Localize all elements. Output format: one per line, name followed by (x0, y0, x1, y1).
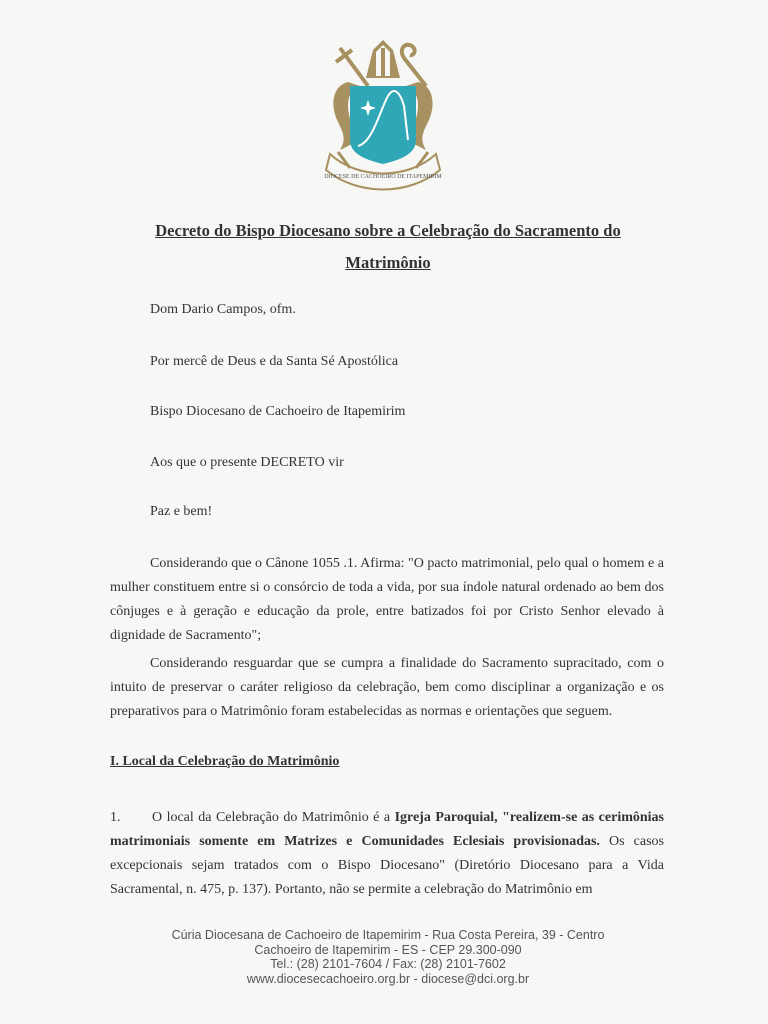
greeting-line: Paz e bem! (150, 504, 213, 519)
title-line-2: Matrimônio (345, 253, 431, 272)
bishop-name: Dom Dario Campos, ofm. (150, 302, 296, 317)
grace-line: Por mercê de Deus e da Santa Sé Apostólica (150, 354, 399, 369)
footer-address: Cúria Diocesana de Cachoeiro de Itapemirim - Rua Costa Pereira, 39 - Centro (171, 928, 605, 942)
item-1-number: 1. (110, 810, 121, 825)
item-1-bold-b: "realizem-se as cerimônias matrimoniais somente em Matrizes e Comunidades Eclesiais provisionadas. (110, 810, 664, 849)
footer (110, 928, 666, 986)
crest-seal-text: DIOCESE DE CACHOEIRO DE ITAPEMIRIM (324, 174, 442, 180)
footer-city: Cachoeiro de Itapemirim - ES - CEP 29.300-090 (254, 942, 522, 957)
section-title-local: I. Local da Celebração do Matrimônio (110, 754, 340, 769)
item-1 (110, 806, 664, 902)
item-1-text-a: O local da Celebração do Matrimônio é a (152, 810, 395, 825)
diocese-coat-of-arms (318, 36, 448, 196)
title-line-1: Decreto do Bispo Diocesano sobre a Celebração do Sacramento do (155, 221, 621, 240)
paragraph-canon: Considerando que o Cânone 1055 .1. Afirma: "O pacto matrimonial, pelo qual o homem e a mulher constituem entre si o consórcio de toda a vida, por sua índole natural ordenado ao bem dos cônjuges e à geração e educação da prole, entre batizados foi por Cristo Senhor elevado à dignidade de Sacramento"; (110, 556, 664, 643)
paragraph-purpose: Considerando resguardar que se cumpra a finalidade do Sacramento supracitado, com o intuito de preservar o caráter religioso da celebração, bem como disciplinar a organização e os preparativos para o Matrimônio foram estabelecidas as normas e orientações que seguem. (110, 656, 664, 719)
item-1-text-b: Os casos excepcionais sejam tratados com o Bispo Diocesano" (Diretório Diocesano para a Vida Sacramental, n. 475, p. 137). Portanto, não se permite a celebração do Matrimônio em (110, 834, 664, 897)
address-line: Aos que o presente DECRETO vir (150, 455, 344, 470)
office-line: Bispo Diocesano de Cachoeiro de Itapemirim (150, 404, 406, 419)
item-1-bold-a: Igreja Paroquial, (394, 810, 498, 825)
document-title (110, 215, 666, 279)
footer-phone: Tel.: (28) 2101-7604 / Fax: (28) 2101-7602 (270, 957, 506, 971)
footer-web: www.diocesecachoeiro.org.br - diocese@dci.org.br (246, 971, 530, 986)
